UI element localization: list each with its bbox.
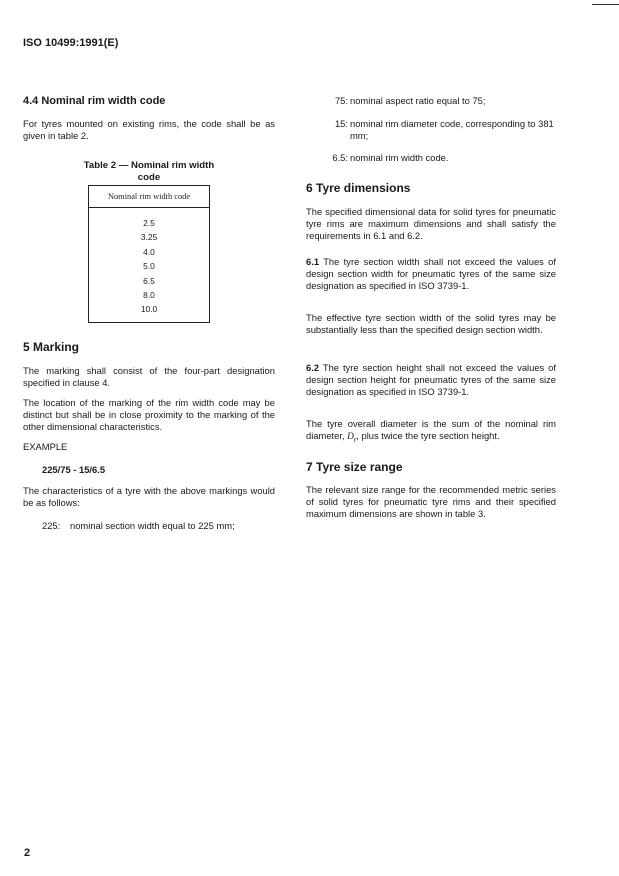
section-6-1-paragraph — [306, 256, 556, 293]
list-item-code: 225: — [42, 520, 61, 531]
table-body — [89, 208, 209, 317]
section-6-2-paragraph — [306, 362, 556, 399]
list-item-text: nominal aspect ratio equal to 75; — [350, 95, 486, 106]
section-5-heading: 5 Marking — [23, 340, 80, 354]
rim-width-code-table — [88, 185, 210, 323]
table-cell: 3.25 — [140, 232, 158, 243]
table-cell: 6.5 — [143, 275, 155, 286]
section-6-heading: 6 Tyre dimensions — [306, 181, 411, 195]
overall-diameter-paragraph — [306, 418, 556, 447]
section-5-paragraph-2: The location of the marking of the rim width code may be distinct but shall be in close proximity to the marking of the other dimensional characteristics. — [23, 397, 275, 433]
section-6-1-number: 6.1 — [306, 256, 320, 267]
table-cell: 4.0 — [143, 246, 155, 257]
section-4-4-heading: 4.4 Nominal rim width code — [23, 95, 166, 107]
rim-diameter-symbol: D — [347, 432, 354, 443]
table-2-caption: Table 2 — Nominal rim width code — [83, 160, 215, 183]
table-cell: 8.0 — [143, 290, 155, 301]
table-cell: 10.0 — [140, 304, 158, 315]
list-item-text: nominal section width equal to 225 mm; — [70, 520, 235, 531]
list-item-code: 15: — [334, 118, 348, 129]
list-item-text: nominal rim width code. — [350, 152, 449, 163]
section-7-heading: 7 Tyre size range — [306, 460, 403, 474]
code-list-right — [320, 95, 558, 164]
section-5-paragraph-1: The marking shall consist of the four-part designation specified in clause 4. — [23, 365, 275, 389]
list-item — [320, 118, 558, 142]
table-column-header: Nominal rim width code — [89, 186, 209, 208]
list-item — [320, 152, 558, 164]
list-item-text: nominal rim diameter code, corresponding to 381 mm; — [350, 118, 554, 141]
section-6-2-number: 6.2 — [306, 362, 320, 373]
overall-diameter-text-b: , plus twice the tyre section height. — [356, 430, 500, 442]
section-6-1-text: The tyre section width shall not exceed the values of design section width for pneumatic tyres of the same size designation as specified in ISO 3739-1. — [306, 256, 556, 292]
section-6-paragraph: The specified dimensional data for solid tyres for pneumatic tyre rims are maximum dimensions and shall satisfy the requirements in 6.1 and 6.2. — [306, 206, 556, 242]
list-item-code: 75: — [334, 95, 348, 106]
rim-diameter-subscript: r — [353, 437, 357, 445]
document-id-header: ISO 10499:1991(E) — [23, 37, 119, 49]
section-6-2-text: The tyre section height shall not exceed the values of design section height for pneumatic tyres of the same size designation as specified in ISO 3739-1. — [306, 362, 557, 398]
example-marking-code: 225/75 - 15/6.5 — [42, 464, 106, 475]
table-cell: 5.0 — [143, 261, 155, 272]
list-item — [320, 95, 558, 107]
table-cell: 2.5 — [143, 218, 155, 228]
section-7-paragraph: The relevant size range for the recommended metric series of solid tyres for pneumatic tyre rims and their specified maximum dimensions are shown in table 3. — [306, 484, 556, 520]
top-right-rule — [592, 4, 619, 5]
section-4-4-paragraph: For tyres mounted on existing rims, the code shall be as given in table 2. — [23, 118, 275, 142]
list-item — [42, 520, 275, 532]
code-list-item-225 — [42, 520, 275, 532]
list-item-code: 6.5: — [332, 152, 348, 163]
section-5-paragraph-3: The characteristics of a tyre with the above markings would be as follows: — [23, 485, 275, 509]
overall-diameter-text-a: The tyre overall diameter is the sum of the nominal rim diameter, — [306, 418, 556, 442]
page-number: 2 — [24, 847, 31, 859]
effective-width-paragraph: The effective tyre section width of the solid tyres may be substantially less than the specified design section width. — [306, 312, 556, 336]
example-label: EXAMPLE — [23, 441, 68, 452]
